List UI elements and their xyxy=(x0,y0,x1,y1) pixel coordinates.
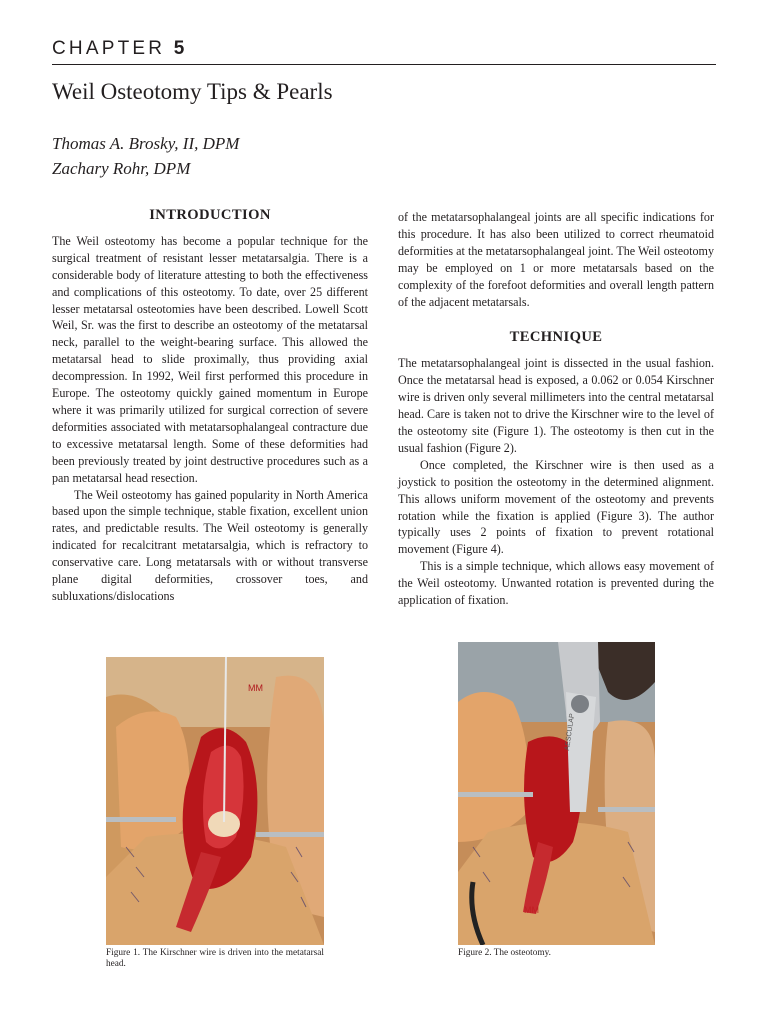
technique-heading: TECHNIQUE xyxy=(509,329,603,346)
article-title: Weil Osteotomy Tips & Pearls xyxy=(52,79,333,104)
technique-paragraph: This is a simple technique, which allows easy movement of the Weil osteotomy. Unwanted rotation is prevented during the application of fixation. xyxy=(398,559,714,608)
figure-2-illustration xyxy=(458,642,655,945)
figure-2-caption: Figure 2. The osteotomy. xyxy=(458,948,551,958)
left-column xyxy=(52,207,368,605)
chapter-label xyxy=(52,38,184,60)
chapter-word: CHAPTER xyxy=(52,38,166,59)
author-name: Thomas A. Brosky, II, DPM xyxy=(52,134,240,153)
right-column xyxy=(398,209,714,609)
figure-1-photo xyxy=(106,657,324,945)
figure-2-photo xyxy=(458,642,655,945)
technique-paragraph: Once completed, the Kirschner wire is then used as a joystick to position the osteotomy in the determined alignment. This allows uniform movement of the osteotomy and prevents rotation while the fixation is applied (Figure 3). The author typically uses 2 points of fixation to prevent rotational movement (Figure 4). xyxy=(398,457,714,557)
chapter-rule xyxy=(52,64,716,65)
author-name: Zachary Rohr, DPM xyxy=(52,159,191,178)
introduction-paragraph-continued: of the metatarsophalangeal joints are all specific indications for this procedure. It has also been utilized to correct rheumatoid deformities at the metatarsophalangeal joint. The Weil osteotomy may be employed on 1 or more metatarsals based on the complexity of the forefoot deformities and overall length pattern of the adjacent metatarsals. xyxy=(398,210,714,309)
figure-1-illustration xyxy=(106,657,324,945)
figure-2-photo-label: MM xyxy=(524,905,539,915)
figure-2-instrument-text: AESCULAP xyxy=(564,713,577,751)
introduction-paragraph: The Weil osteotomy has gained popularity in North America based upon the simple technique, stable fixation, excellent union rates, and predictable results. The Weil osteotomy is generally indicated for recalcitrant metatarsalgia, which is refractory to conservative care. Long metatarsals with or without transverse plane digital deformities, crossover toes, and subluxations/dislocations xyxy=(52,487,368,603)
chapter-number: 5 xyxy=(173,38,185,59)
introduction-paragraph: The Weil osteotomy has become a popular technique for the surgical treatment of resistant lesser metatarsalgia. There is a considerable body of literature attesting to both the effectiveness and complications of this osteotomy. To date, over 25 different lesser metatarsal osteotomies have been described. Lowell Scott Weil, Sr. was the first to describe an osteotomy of the metatarsal neck, parallel to the weight-bearing surface. This allowed the metatarsal head to slide proximally, thus providing axial decompression. In 1992, Weil first performed this procedure in Europe. The osteotomy quickly gained momentum in Europe where it was primarily utilized for surgical correction of severe deformities associated with metatarsophalangeal contracture due to excessive metatarsal length. Some of these deformities had been previously treated by joint destructive procedures such as a pan metatarsal head resection. xyxy=(52,233,368,485)
introduction-heading: INTRODUCTION xyxy=(149,207,271,223)
figure-1-photo-label: MM xyxy=(248,683,263,693)
figure-1-caption: Figure 1. The Kirschner wire is driven into the metatarsal head. xyxy=(106,948,324,969)
author-list xyxy=(52,131,239,181)
technique-paragraph: The metatarsophalangeal joint is dissected in the usual fashion. Once the metatarsal head is exposed, a 0.062 or 0.054 Kirschner wire is driven only several millimeters into the central metatarsal head. Care is taken not to drive the Kirschner wire to the level of the osteotomy site (Figure 1). The osteotomy is then cut in the usual fashion (Figure 2). xyxy=(398,356,714,455)
